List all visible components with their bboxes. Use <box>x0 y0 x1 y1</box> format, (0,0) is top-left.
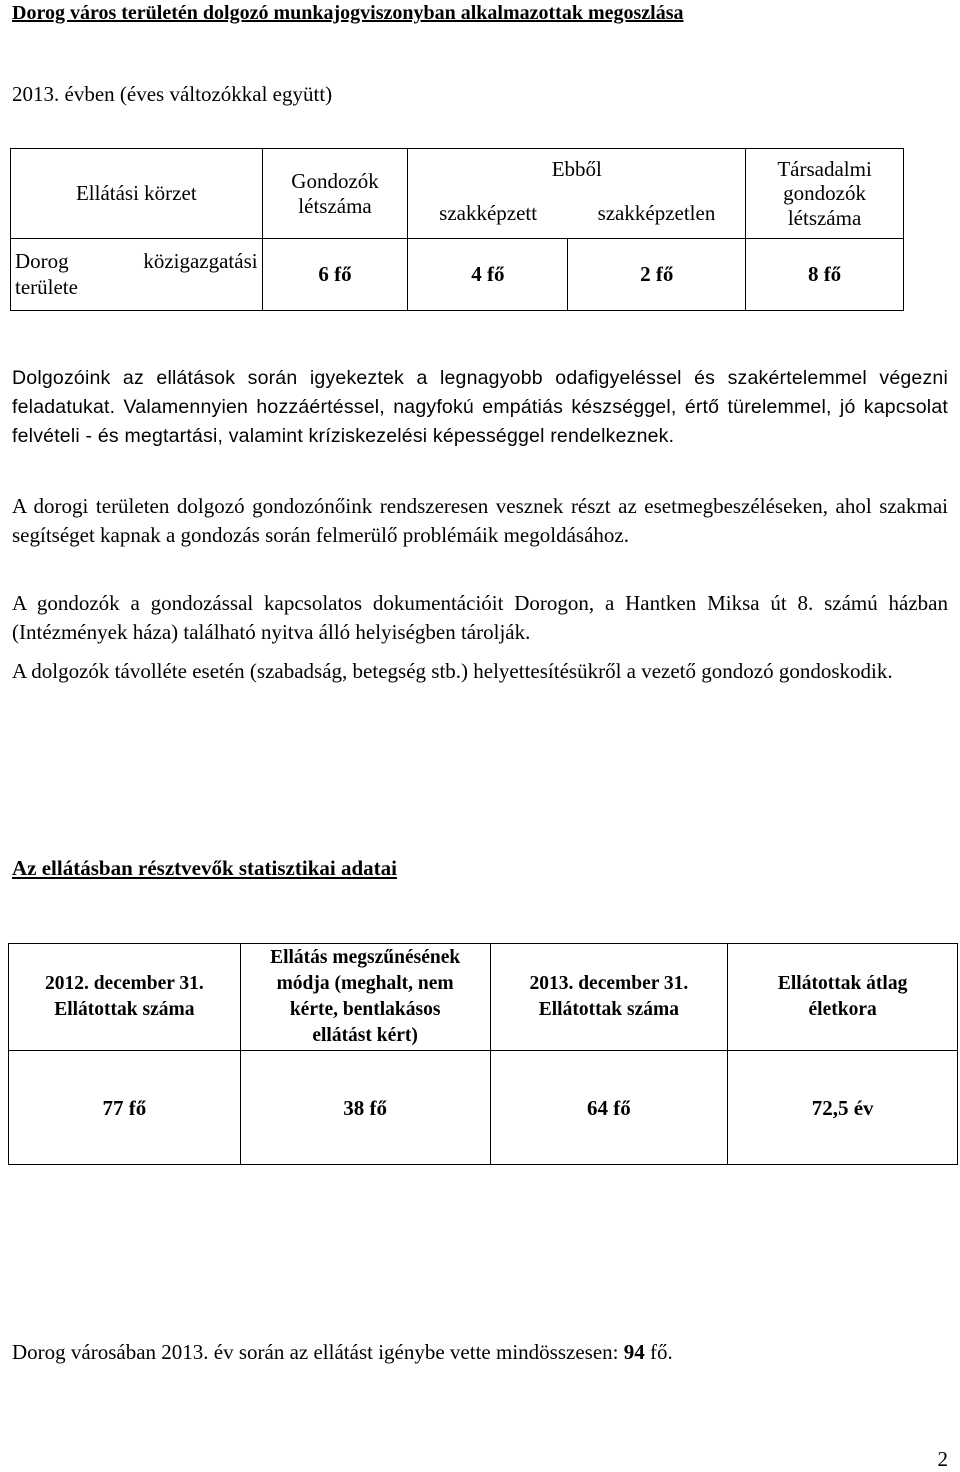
staff-distribution-table <box>10 148 904 311</box>
header-ebbol: Ebből <box>408 149 746 189</box>
header-szakkepzett: szakképzett <box>408 189 568 239</box>
statistics-heading: Az ellátásban résztvevők statisztikai adatai <box>12 856 397 880</box>
value-szakkepzett: 4 fő <box>408 239 568 311</box>
value-gondozok: 6 fő <box>262 239 408 311</box>
value-szakkepzetlen: 2 fő <box>568 239 746 311</box>
header-2013-ellatottak: 2013. december 31. Ellátottak száma <box>490 944 728 1051</box>
header-gondozok-letszama: Gondozók létszáma <box>262 149 408 239</box>
row-label-dorog: Dorog közigazgatási területe <box>11 239 263 311</box>
footer-total-number: 94 <box>623 1340 645 1364</box>
paragraph-esetmegbeszeles: A dorogi területen dolgozó gondozónőink rendszeresen vesznek részt az esetmegbeszéléseken, ahol szakmai segítséget kapnak a gondozás során felmerülő problémáik megoldásához. <box>12 494 948 547</box>
header-szakkepzetlen: szakképzetlen <box>568 189 746 239</box>
value-2012-ellatottak: 77 fő <box>9 1051 241 1165</box>
paragraph-dokumentacio: A gondozók a gondozással kapcsolatos dokumentációit Dorogon, a Hantken Miksa út 8. számú házban (Intézmények háza) található nyitva álló helyiségben tárolják. <box>12 591 948 644</box>
page-number: 2 <box>937 1447 948 1471</box>
header-ellatasi-korzet: Ellátási körzet <box>11 149 263 239</box>
value-tarsadalmi: 8 fő <box>746 239 904 311</box>
value-2013-ellatottak: 64 fő <box>490 1051 728 1165</box>
paragraph-tavollet: A dolgozók távolléte esetén (szabadság, betegség stb.) helyettesítésükről a vezető gondozó gondoskodik. <box>12 659 893 683</box>
document-subtitle: 2013. évben (éves változókkal együtt) <box>12 82 333 106</box>
header-ellatas-megszunese: Ellátás megszűnésének módja (meghalt, nem kérte, bentlakásos ellátást kért) <box>240 944 490 1051</box>
statistics-table <box>8 943 958 1165</box>
footer-summary: Dorog városában 2013. év során az ellátást igénybe vette mindösszesen: 94 fő. <box>12 1340 673 1364</box>
value-atlag-eletkor: 72,5 év <box>728 1051 958 1165</box>
header-tarsadalmi-gondozok: Társadalmi gondozók létszáma <box>746 149 904 239</box>
document-title: Dorog város területén dolgozó munkajogviszonyban alkalmazottak megoszlása <box>12 2 684 24</box>
header-2012-ellatottak: 2012. december 31. Ellátottak száma <box>9 944 241 1051</box>
header-atlag-eletkor: Ellátottak átlag életkora <box>728 944 958 1051</box>
paragraph-dolgozoink: Dolgozóink az ellátások során igyekeztek a legnagyobb odafigyeléssel és szakértelemmel végezni feladatukat. Valamennyien hozzáértéssel, nagyfokú empátiás készséggel, értő türelemmel, jó kapcsolat felvételi - és megtartási, valamint kríziskezelési képességgel rendelkeznek. <box>12 367 948 447</box>
value-megszunes: 38 fő <box>240 1051 490 1165</box>
